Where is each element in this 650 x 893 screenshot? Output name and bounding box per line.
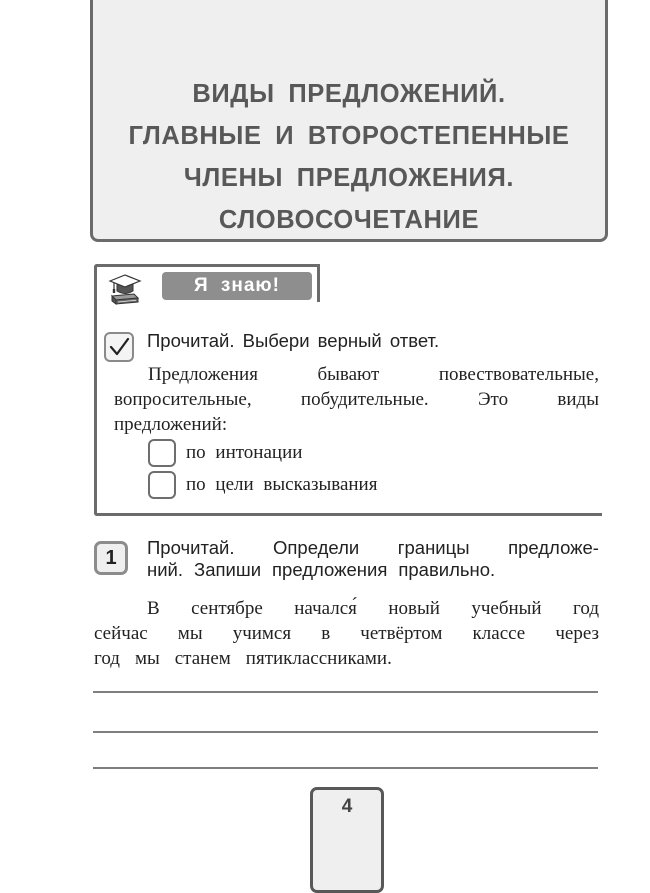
word: станем [174, 648, 231, 669]
chapter-title-line: ЧЛЕНЫ ПРЕДЛОЖЕНИЯ. [183, 164, 515, 192]
graduation-cap-on-book-icon [108, 272, 142, 306]
word: в [321, 623, 331, 644]
word: побудительные. [300, 389, 429, 410]
word: мы [177, 623, 203, 644]
word: Запиши [194, 559, 262, 580]
word: пятиклассниками. [245, 648, 392, 669]
word: начался́ [294, 598, 357, 619]
answer-line-2[interactable] [93, 731, 598, 733]
word: классе [472, 623, 526, 644]
text-line [94, 596, 599, 621]
paragraph-line [114, 387, 599, 412]
word: сентябре [191, 598, 263, 619]
chapter-title-line: ГЛАВНЫЕ И ВТОРОСТЕПЕННЫЕ [128, 122, 570, 150]
word: сейчас [94, 623, 148, 644]
word: учебный [471, 598, 542, 619]
task-instruction [147, 537, 599, 581]
word: предложе- [508, 537, 599, 558]
word: год [94, 648, 120, 669]
word: Это [477, 389, 509, 410]
know-instruction: Прочитай. Выбери верный ответ. [147, 330, 440, 351]
option-label: по интонации [186, 442, 303, 463]
chapter-title [93, 73, 605, 241]
frame-border-bottom [94, 513, 602, 516]
word: повествовательные, [438, 364, 599, 385]
task-text [94, 596, 599, 671]
word: ний. [147, 559, 184, 580]
word: вопросительные, [114, 389, 252, 410]
word: правильно. [398, 559, 496, 580]
page-number: 4 [341, 796, 353, 817]
word: виды [557, 389, 599, 410]
word: предложения [272, 559, 388, 580]
text-line [94, 621, 599, 646]
word: В [147, 598, 160, 619]
answer-line-1[interactable] [93, 691, 598, 693]
know-paragraph [114, 362, 599, 437]
option-checkbox[interactable] [148, 471, 176, 499]
frame-border-top [94, 264, 320, 267]
word: Предложения [148, 364, 258, 385]
text-line [94, 646, 599, 671]
chapter-title-box [90, 0, 608, 242]
task-number-badge: 1 [94, 541, 128, 575]
word: год [573, 598, 599, 619]
instruction-line [147, 537, 599, 559]
option-label: по цели высказывания [186, 474, 378, 495]
word: мы [134, 648, 160, 669]
instruction-line [147, 559, 599, 581]
option-checkbox[interactable] [148, 439, 176, 467]
word: границы [397, 537, 470, 558]
frame-border-tab-right [317, 264, 320, 302]
i-know-badge: Я знаю! [162, 272, 312, 300]
word: Прочитай. [147, 537, 235, 558]
word: четвёртом [360, 623, 443, 644]
checkmark-box [104, 332, 134, 362]
paragraph-line [114, 362, 599, 387]
word: новый [388, 598, 440, 619]
page-number-tab [310, 787, 384, 893]
word: учимся [232, 623, 292, 644]
answer-line-3[interactable] [93, 767, 598, 769]
word: Определи [273, 537, 360, 558]
word: предложений: [114, 414, 228, 435]
word: через [555, 623, 599, 644]
chapter-title-line: СЛОВОСОЧЕТАНИЕ [218, 206, 480, 234]
word: бывают [317, 364, 380, 385]
frame-border-left [94, 264, 97, 516]
paragraph-line [114, 412, 599, 437]
chapter-title-line: ВИДЫ ПРЕДЛОЖЕНИЙ. [192, 80, 506, 108]
checkmark-icon [106, 334, 132, 360]
